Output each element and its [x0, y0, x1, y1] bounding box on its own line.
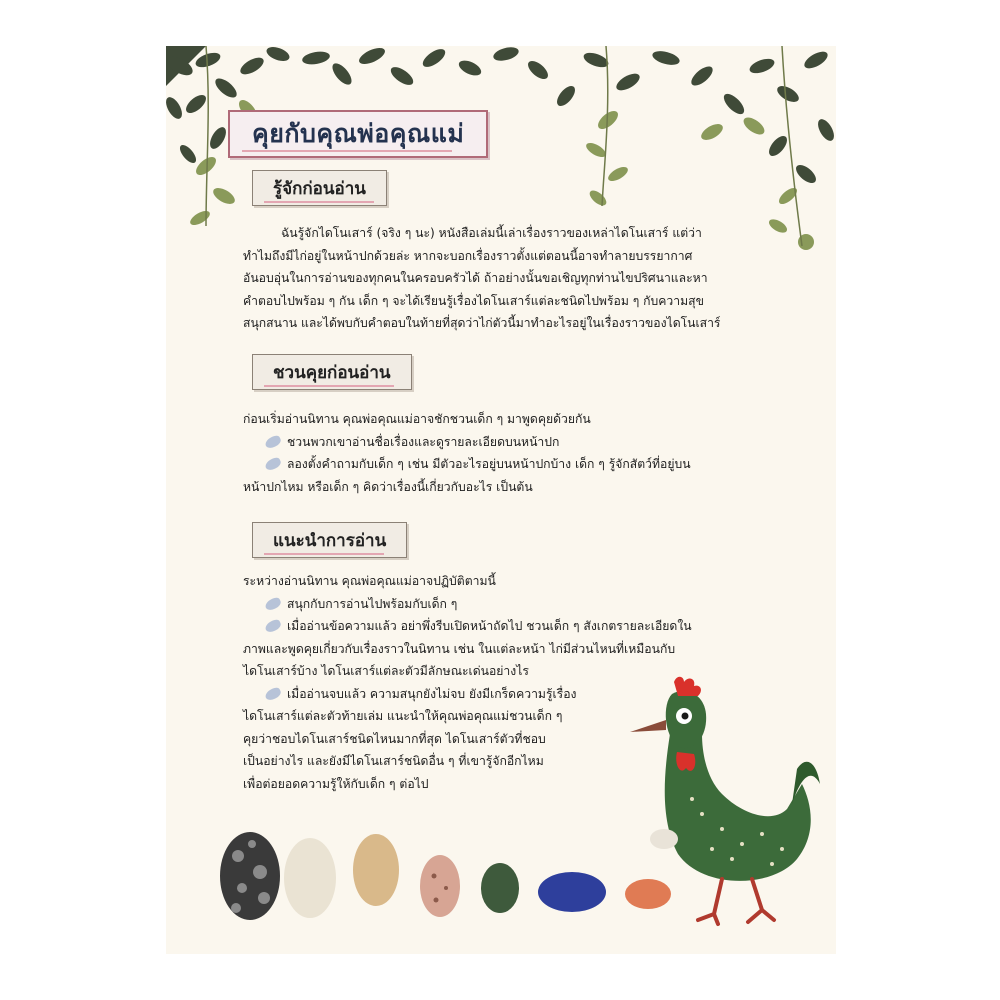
section-paragraph — [243, 408, 691, 498]
list-item-continuation: ภาพและพูดคุยเกี่ยวกับเรื่องราวในนิทาน เช่น ในแต่ละหน้า ไก่มีส่วนไหนที่เหมือนกับ — [243, 641, 676, 656]
pink-speckled-egg-icon — [420, 855, 460, 917]
feather-bullet-icon — [264, 618, 283, 634]
list-item-text: ชวนพวกเขาอ่านชื่อเรื่องและดูรายละเอียดบนหน้าปก — [287, 434, 560, 449]
list-item-continuation: หน้าปกไหม หรือเด็ก ๆ คิดว่าเรื่องนี้เกี่ยวกับอะไร เป็นต้น — [243, 479, 533, 494]
section-heading: ชวนคุยก่อนอ่าน — [273, 362, 391, 383]
blue-egg-icon — [538, 872, 606, 912]
paragraph-line: ทำไมถึงมีไก่อยู่ในหน้าปกด้วยล่ะ หากจะบอกเรื่องราวตั้งแต่ตอนนี้อาจทำลายบรรยากาศ — [243, 248, 693, 263]
heading-underline — [264, 385, 394, 387]
book-page — [166, 46, 836, 954]
list-item-text: เมื่ออ่านข้อความแล้ว อย่าพึ่งรีบเปิดหน้าถัดไป ชวนเด็ก ๆ สังเกตรายละเอียดใน — [287, 619, 692, 633]
feather-bullet-icon — [264, 686, 283, 702]
list-item — [243, 431, 691, 454]
section-paragraph — [243, 222, 720, 335]
list-item — [243, 593, 692, 616]
list-item — [243, 615, 692, 638]
list-item-text: เมื่ออ่านจบแล้ว ความสนุกยังไม่จบ ยังมีเกร็ดความรู้เรื่อง — [287, 686, 577, 701]
feather-bullet-icon — [264, 434, 283, 450]
chicken-illustration — [622, 674, 822, 934]
list-item-continuation: เป็นอย่างไร และยังมีไดโนเสาร์ชนิดอื่น ๆ ที่เขารู้จักอีกไหม — [243, 754, 544, 768]
paragraph-line: ฉันรู้จักไดโนเสาร์ (จริง ๆ นะ) หนังสือเล่มนี้เล่าเรื่องราวของเหล่าไดโนเสาร์ แต่ว่า — [281, 226, 702, 240]
list-item-continuation: เพื่อต่อยอดความรู้ให้กับเด็ก ๆ ต่อไป — [243, 776, 429, 791]
list-item-continuation: ไดโนเสาร์บ้าง ไดโนเสาร์แต่ละตัวมีลักษณะเด่นอย่างไร — [243, 664, 529, 678]
list-item-continuation: ไดโนเสาร์แต่ละตัวท้ายเล่ม แนะนำให้คุณพ่อคุณแม่ชวนเด็ก ๆ — [243, 709, 563, 723]
paragraph-line: สนุกสนาน และได้พบกับคำตอบในท้ายที่สุดว่าไก่ตัวนี้มาทำอะไรอยู่ในเรื่องราวของไดโนเสาร์ — [243, 316, 721, 330]
feather-bullet-icon — [264, 456, 283, 472]
green-egg-icon — [481, 863, 519, 913]
list-item — [243, 453, 691, 476]
feather-bullet-icon — [264, 596, 283, 612]
paragraph-line: ก่อนเริ่มอ่านนิทาน คุณพ่อคุณแม่อาจชักชวนเด็ก ๆ มาพูดคุยด้วยกัน — [243, 412, 591, 426]
section-heading: แนะนำการอ่าน — [273, 530, 387, 551]
paragraph-line: คำตอบไปพร้อม ๆ กัน เด็ก ๆ จะได้เรียนรู้เรื่องไดโนเสาร์แต่ละชนิดไปพร้อม ๆ กับความสุข — [243, 293, 704, 308]
paragraph-line: ระหว่างอ่านนิทาน คุณพ่อคุณแม่อาจปฏิบัติตามนี้ — [243, 574, 496, 588]
page-title: คุยกับคุณพ่อคุณแม่ — [252, 119, 465, 148]
tan-egg-icon — [353, 834, 399, 906]
white-egg-icon — [284, 838, 336, 918]
title-underline — [242, 150, 452, 152]
heading-underline — [264, 553, 384, 555]
list-item-text: ลองตั้งคำถามกับเด็ก ๆ เช่น มีตัวอะไรอยู่บนหน้าปกบ้าง เด็ก ๆ รู้จักสัตว์ที่อยู่บน — [287, 457, 691, 471]
list-item-continuation: คุยว่าชอบไดโนเสาร์ชนิดไหนมากที่สุด ไดโนเสาร์ตัวที่ชอบ — [243, 731, 546, 746]
heading-underline — [264, 201, 374, 203]
section-heading: รู้จักก่อนอ่าน — [273, 178, 366, 199]
list-item-text: สนุกกับการอ่านไปพร้อมกับเด็ก ๆ — [287, 596, 458, 611]
paragraph-line: อันอบอุ่นในการอ่านของทุกคนในครอบครัวได้ ถ้าอย่างนั้นขอเชิญทุกท่านไขปริศนาและหา — [243, 271, 708, 285]
